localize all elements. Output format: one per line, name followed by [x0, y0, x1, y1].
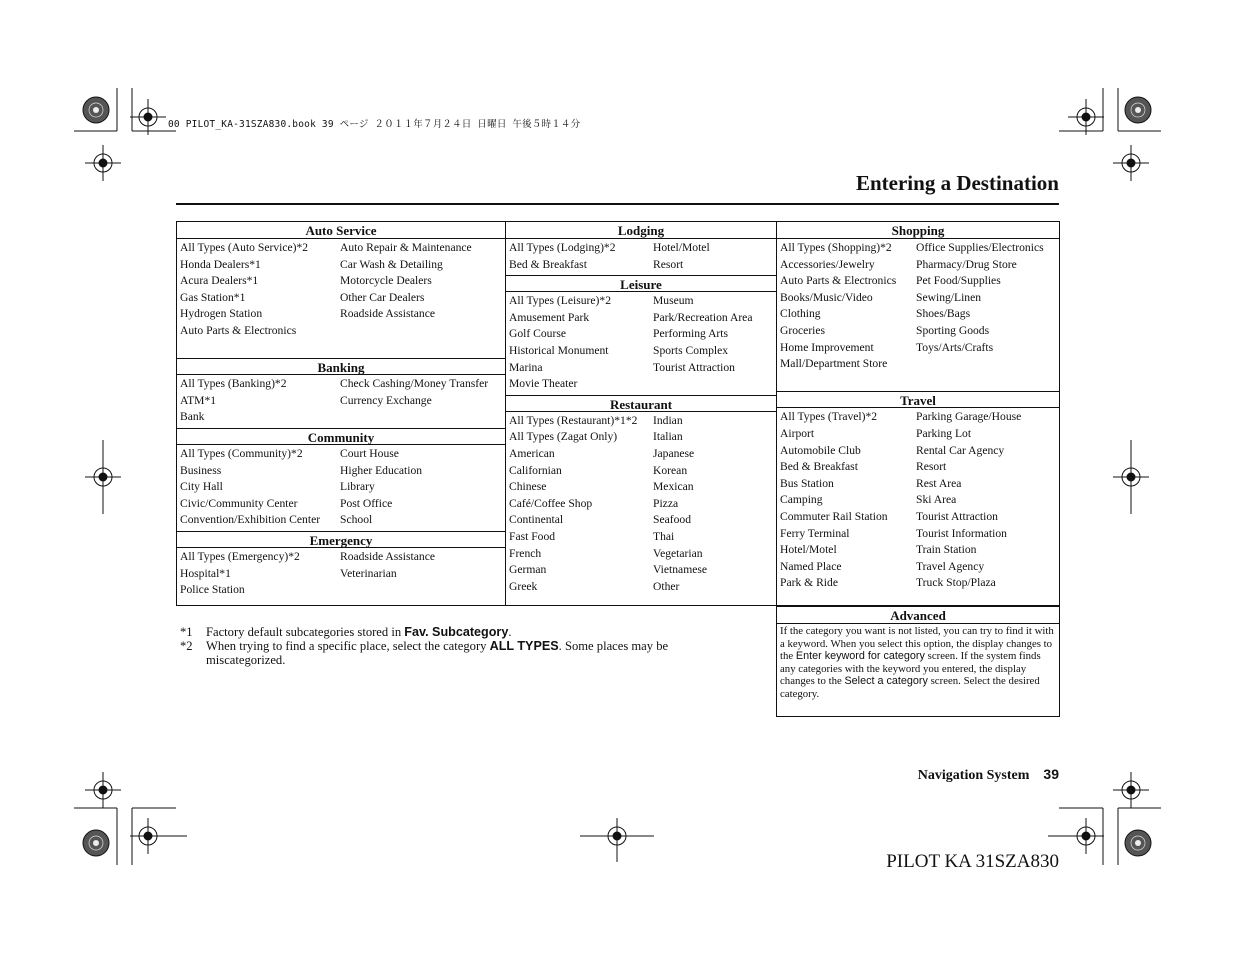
category-item: Parking Garage/House [916, 410, 1022, 424]
section-title: Banking [177, 358, 505, 375]
product-code: PILOT KA 31SZA830 [886, 851, 1059, 872]
category-item: All Types (Travel)*2 [780, 410, 878, 424]
category-item: Museum [653, 294, 694, 308]
footnote-mark: *2 [180, 639, 193, 653]
category-item: Auto Repair & Maintenance [340, 241, 472, 254]
category-item: Auto Parts & Electronics [180, 323, 297, 337]
category-item: Groceries [780, 323, 826, 337]
category-item: City Hall [180, 480, 223, 494]
page-title: Entering a Destination [855, 171, 1059, 195]
category-item: Other Car Dealers [340, 290, 425, 304]
category-item: Marina [509, 360, 543, 374]
category-item: School [340, 513, 373, 527]
registration-target [1113, 440, 1149, 514]
category-item: Korean [653, 463, 688, 477]
category-item: Tourist Information [916, 526, 1007, 540]
category-item: Japanese [653, 446, 695, 460]
category-item: Greek [509, 579, 538, 593]
section-title: Restaurant [506, 395, 776, 412]
category-item: Mall/Department Store [780, 357, 888, 371]
category-item: Auto Parts & Electronics [780, 274, 897, 288]
category-item: Sporting Goods [916, 323, 990, 337]
category-item: Accessories/Jewelry [780, 257, 875, 271]
registration-target [85, 145, 121, 181]
category-item: Parking Lot [916, 426, 972, 440]
category-item: Bed & Breakfast [780, 460, 858, 474]
category-item: Vietnamese [653, 563, 708, 577]
registration-target [1068, 99, 1104, 135]
category-item: Car Wash & Detailing [340, 257, 443, 271]
screen-name: Select a category [844, 675, 928, 688]
category-item: Airport [780, 426, 815, 440]
category-item: Motorcycle Dealers [340, 274, 432, 288]
screen-name: Enter keyword for category [795, 650, 925, 663]
section-title: Auto Service [177, 222, 505, 239]
category-item: Resort [653, 257, 684, 271]
category-item: ATM*1 [180, 393, 217, 407]
category-item: All Types (Community)*2 [180, 446, 303, 460]
category-item: Commuter Rail Station [780, 509, 888, 523]
category-item: German [509, 563, 547, 577]
category-item: Rental Car Agency [916, 443, 1005, 457]
category-item: Camping [780, 493, 823, 507]
footnote-mark: *1 [180, 625, 193, 639]
category-item: Pizza [653, 496, 679, 510]
category-item: Police Station [180, 583, 245, 597]
category-item: Convention/Exhibition Center [180, 513, 321, 527]
category-item: Park/Recreation Area [653, 310, 753, 324]
category-item: Truck Stop/Plaza [916, 576, 996, 590]
text-run: If the category you want is not listed, you can try to find it with a keyword. When you select this option, the display changes to the [780, 625, 1054, 663]
category-item: Library [340, 480, 375, 494]
category-item: Home Improvement [780, 340, 874, 354]
category-item: Californian [509, 463, 562, 477]
print-header: 00 PILOT_KA-31SZA830.book 39 ページ ２０１１年７月２４日 日曜日 午後５時１４分 [168, 119, 581, 130]
category-item: Sports Complex [653, 343, 729, 357]
section-title: Leisure [506, 275, 776, 292]
category-item: Court House [340, 446, 399, 460]
category-item: Currency Exchange [340, 393, 432, 407]
category-item: Tourist Attraction [916, 509, 998, 523]
category-item: Hydrogen Station [180, 307, 263, 321]
category-item: Historical Monument [509, 343, 609, 357]
section-title: Advanced [777, 607, 1059, 624]
category-item: Ski Area [916, 493, 957, 507]
page-number: 39 [1043, 766, 1059, 782]
category-item: Sewing/Linen [916, 290, 982, 304]
category-item: All Types (Emergency)*2 [180, 549, 300, 563]
category-item: All Types (Leisure)*2 [509, 294, 612, 308]
category-item: Acura Dealers*1 [180, 274, 259, 288]
ui-term: Fav. Subcategory [404, 625, 509, 639]
category-item: Books/Music/Video [780, 290, 873, 304]
category-item: Automobile Club [780, 443, 861, 457]
category-item: Italian [653, 430, 683, 444]
text-run: screen. Select the desired category. [780, 675, 1040, 700]
category-item: Other [653, 579, 680, 593]
category-item: Movie Theater [509, 377, 578, 391]
category-item: Thai [653, 529, 675, 543]
category-item: All Types (Zagat Only) [509, 430, 618, 444]
section-title: Community [177, 428, 505, 445]
section-title: Travel [777, 391, 1059, 408]
registration-target [130, 818, 187, 854]
category-item: All Types (Auto Service)*2 [180, 241, 309, 254]
starburst-mark [83, 97, 109, 123]
category-item: Roadside Assistance [340, 307, 435, 321]
category-item: All Types (Lodging)*2 [509, 241, 616, 254]
registration-target [1113, 145, 1149, 181]
category-item: Gas Station*1 [180, 290, 246, 304]
text-run: screen. If the system finds any categories with the keyword you entered, the display changes to the [780, 650, 1041, 688]
category-item: All Types (Restaurant)*1*2 [509, 413, 638, 427]
category-item: Continental [509, 513, 564, 527]
category-item: All Types (Banking)*2 [180, 377, 287, 391]
ui-term: ALL TYPES [489, 639, 559, 653]
starburst-mark [83, 830, 109, 856]
section-title: Emergency [177, 531, 505, 548]
category-item: Veterinarian [340, 566, 397, 580]
category-item: Shoes/Bags [916, 307, 971, 321]
category-item: Bank [180, 410, 205, 424]
category-item: Café/Coffee Shop [509, 496, 593, 510]
category-item: Hotel/Motel [780, 543, 837, 557]
category-item: Bed & Breakfast [509, 257, 587, 271]
footer-section: Navigation System [917, 768, 1030, 783]
category-item: Mexican [653, 480, 694, 494]
footnote-text: When trying to find a specific place, select the category ALL TYPES. Some places may be miscategorized. [206, 639, 669, 667]
category-item: Business [180, 463, 222, 477]
category-item: Toys/Arts/Crafts [916, 340, 994, 354]
category-item: Chinese [509, 480, 547, 494]
category-item: Hotel/Motel [653, 241, 710, 254]
category-item: Roadside Assistance [340, 549, 435, 563]
category-item: Check Cashing/Money Transfer [340, 377, 489, 391]
category-item: Park & Ride [780, 576, 838, 590]
section-title: Lodging [506, 222, 776, 239]
category-item: Golf Course [509, 327, 566, 341]
category-item: Bus Station [780, 476, 834, 490]
registration-target [85, 440, 121, 514]
category-item: Post Office [340, 496, 393, 510]
category-item: Pharmacy/Drug Store [916, 257, 1017, 271]
starburst-mark [1125, 97, 1151, 123]
category-item: Train Station [916, 543, 977, 557]
registration-target [85, 772, 121, 808]
category-item: Hospital*1 [180, 566, 231, 580]
category-item: Fast Food [509, 529, 556, 543]
category-item: All Types (Shopping)*2 [780, 241, 892, 254]
category-item: Honda Dealers*1 [180, 257, 261, 271]
registration-target [130, 99, 166, 135]
category-item: Resort [916, 460, 947, 474]
category-item: Named Place [780, 559, 842, 573]
category-item: Amusement Park [509, 310, 590, 324]
category-item: Indian [653, 413, 683, 427]
category-item: Rest Area [916, 476, 962, 490]
category-item: Travel Agency [916, 559, 985, 573]
category-item: Pet Food/Supplies [916, 274, 1001, 288]
category-item: Higher Education [340, 463, 423, 477]
category-item: Office Supplies/Electronics [916, 241, 1044, 254]
registration-target [1048, 818, 1104, 854]
category-item: French [509, 546, 542, 560]
category-item: Ferry Terminal [780, 526, 850, 540]
starburst-mark [1125, 830, 1151, 856]
category-item: Civic/Community Center [180, 496, 298, 510]
category-item: Tourist Attraction [653, 360, 735, 374]
footnote-text: Factory default subcategories stored in Fav. Subcategory. [206, 625, 512, 639]
category-item: Clothing [780, 307, 821, 321]
category-item: American [509, 446, 555, 460]
category-item: Performing Arts [653, 327, 729, 341]
registration-target [580, 818, 654, 862]
section-title: Shopping [777, 222, 1059, 239]
category-item: Vegetarian [653, 546, 703, 560]
category-item: Seafood [653, 513, 691, 527]
registration-target [1113, 772, 1149, 808]
